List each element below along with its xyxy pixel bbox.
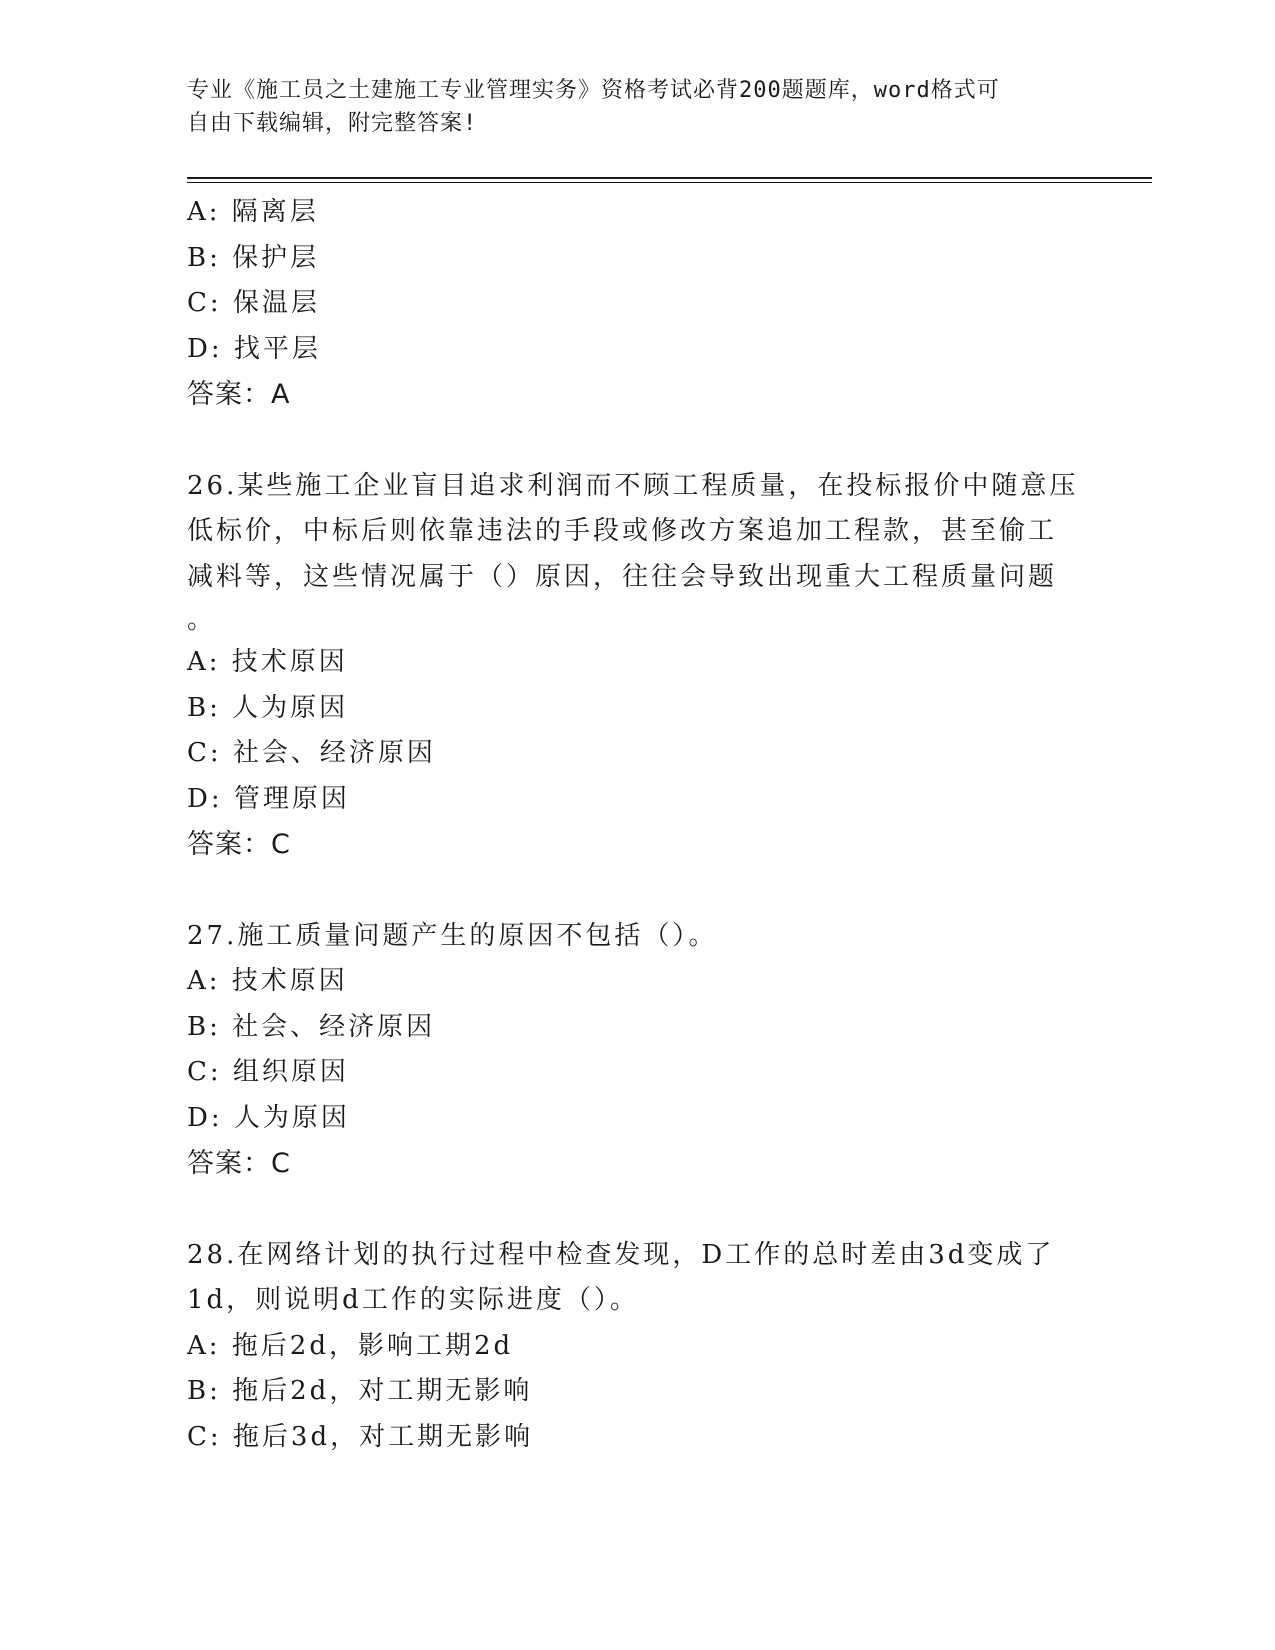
option-c: C: 拖后3d，对工期无影响: [187, 1421, 534, 1452]
header-line-1: 专业《施工员之土建施工专业管理实务》资格考试必背200题题库，word格式可: [187, 78, 1000, 103]
question-text-line: 1d，则说明d工作的实际进度（）。: [187, 1285, 639, 1315]
question-text-line: 28.在网络计划的执行过程中检查发现，D工作的总时差由3d变成了: [187, 1239, 1055, 1270]
spacer: [187, 1187, 1087, 1233]
option-a: A: 技术原因: [187, 647, 348, 677]
header-rule-thin: [187, 182, 1152, 183]
option-a: A: 拖后2d，影响工期2d: [187, 1330, 514, 1361]
question-26: [187, 464, 1087, 868]
option-d: D: 人为原因: [187, 1102, 350, 1133]
question-list: [187, 190, 1087, 1460]
option-b: B: 保护层: [187, 242, 320, 273]
spacer: [187, 418, 1087, 464]
option-c: C: 保温层: [187, 288, 320, 318]
option-a: A: 隔离层: [187, 197, 319, 227]
answer: 答案：C: [187, 829, 291, 860]
option-c: C: 组织原因: [187, 1057, 349, 1087]
question-25: [187, 190, 1087, 418]
option-d: D: 找平层: [187, 333, 321, 364]
question-text-line: 27.施工质量问题产生的原因不包括（）。: [187, 920, 718, 951]
answer: 答案：A: [187, 379, 291, 410]
question-text-line: 减料等，这些情况属于（）原因，往往会导致出现重大工程质量问题: [187, 561, 1058, 592]
question-27: [187, 914, 1087, 1187]
option-d: D: 管理原因: [187, 783, 350, 814]
option-b: B: 拖后2d，对工期无影响: [187, 1376, 533, 1406]
spacer: [187, 868, 1087, 914]
question-text-line: 26.某些施工企业盲目追求利润而不顾工程质量，在投标报价中随意压: [187, 470, 1079, 501]
answer: 答案：C: [187, 1148, 291, 1179]
document-header: [187, 74, 1067, 140]
question-text-line: 。: [187, 605, 217, 635]
question-28: [187, 1233, 1087, 1461]
option-b: B: 人为原因: [187, 692, 349, 723]
option-c: C: 社会、经济原因: [187, 738, 436, 768]
header-line-2: 自由下载编辑，附完整答案!: [187, 111, 478, 136]
option-b: B: 社会、经济原因: [187, 1011, 436, 1042]
header-rule-thick: [187, 177, 1152, 179]
question-text-line: 低标价，中标后则依靠违法的手段或修改方案追加工程款，甚至偷工: [187, 516, 1058, 546]
option-a: A: 技术原因: [187, 966, 348, 996]
